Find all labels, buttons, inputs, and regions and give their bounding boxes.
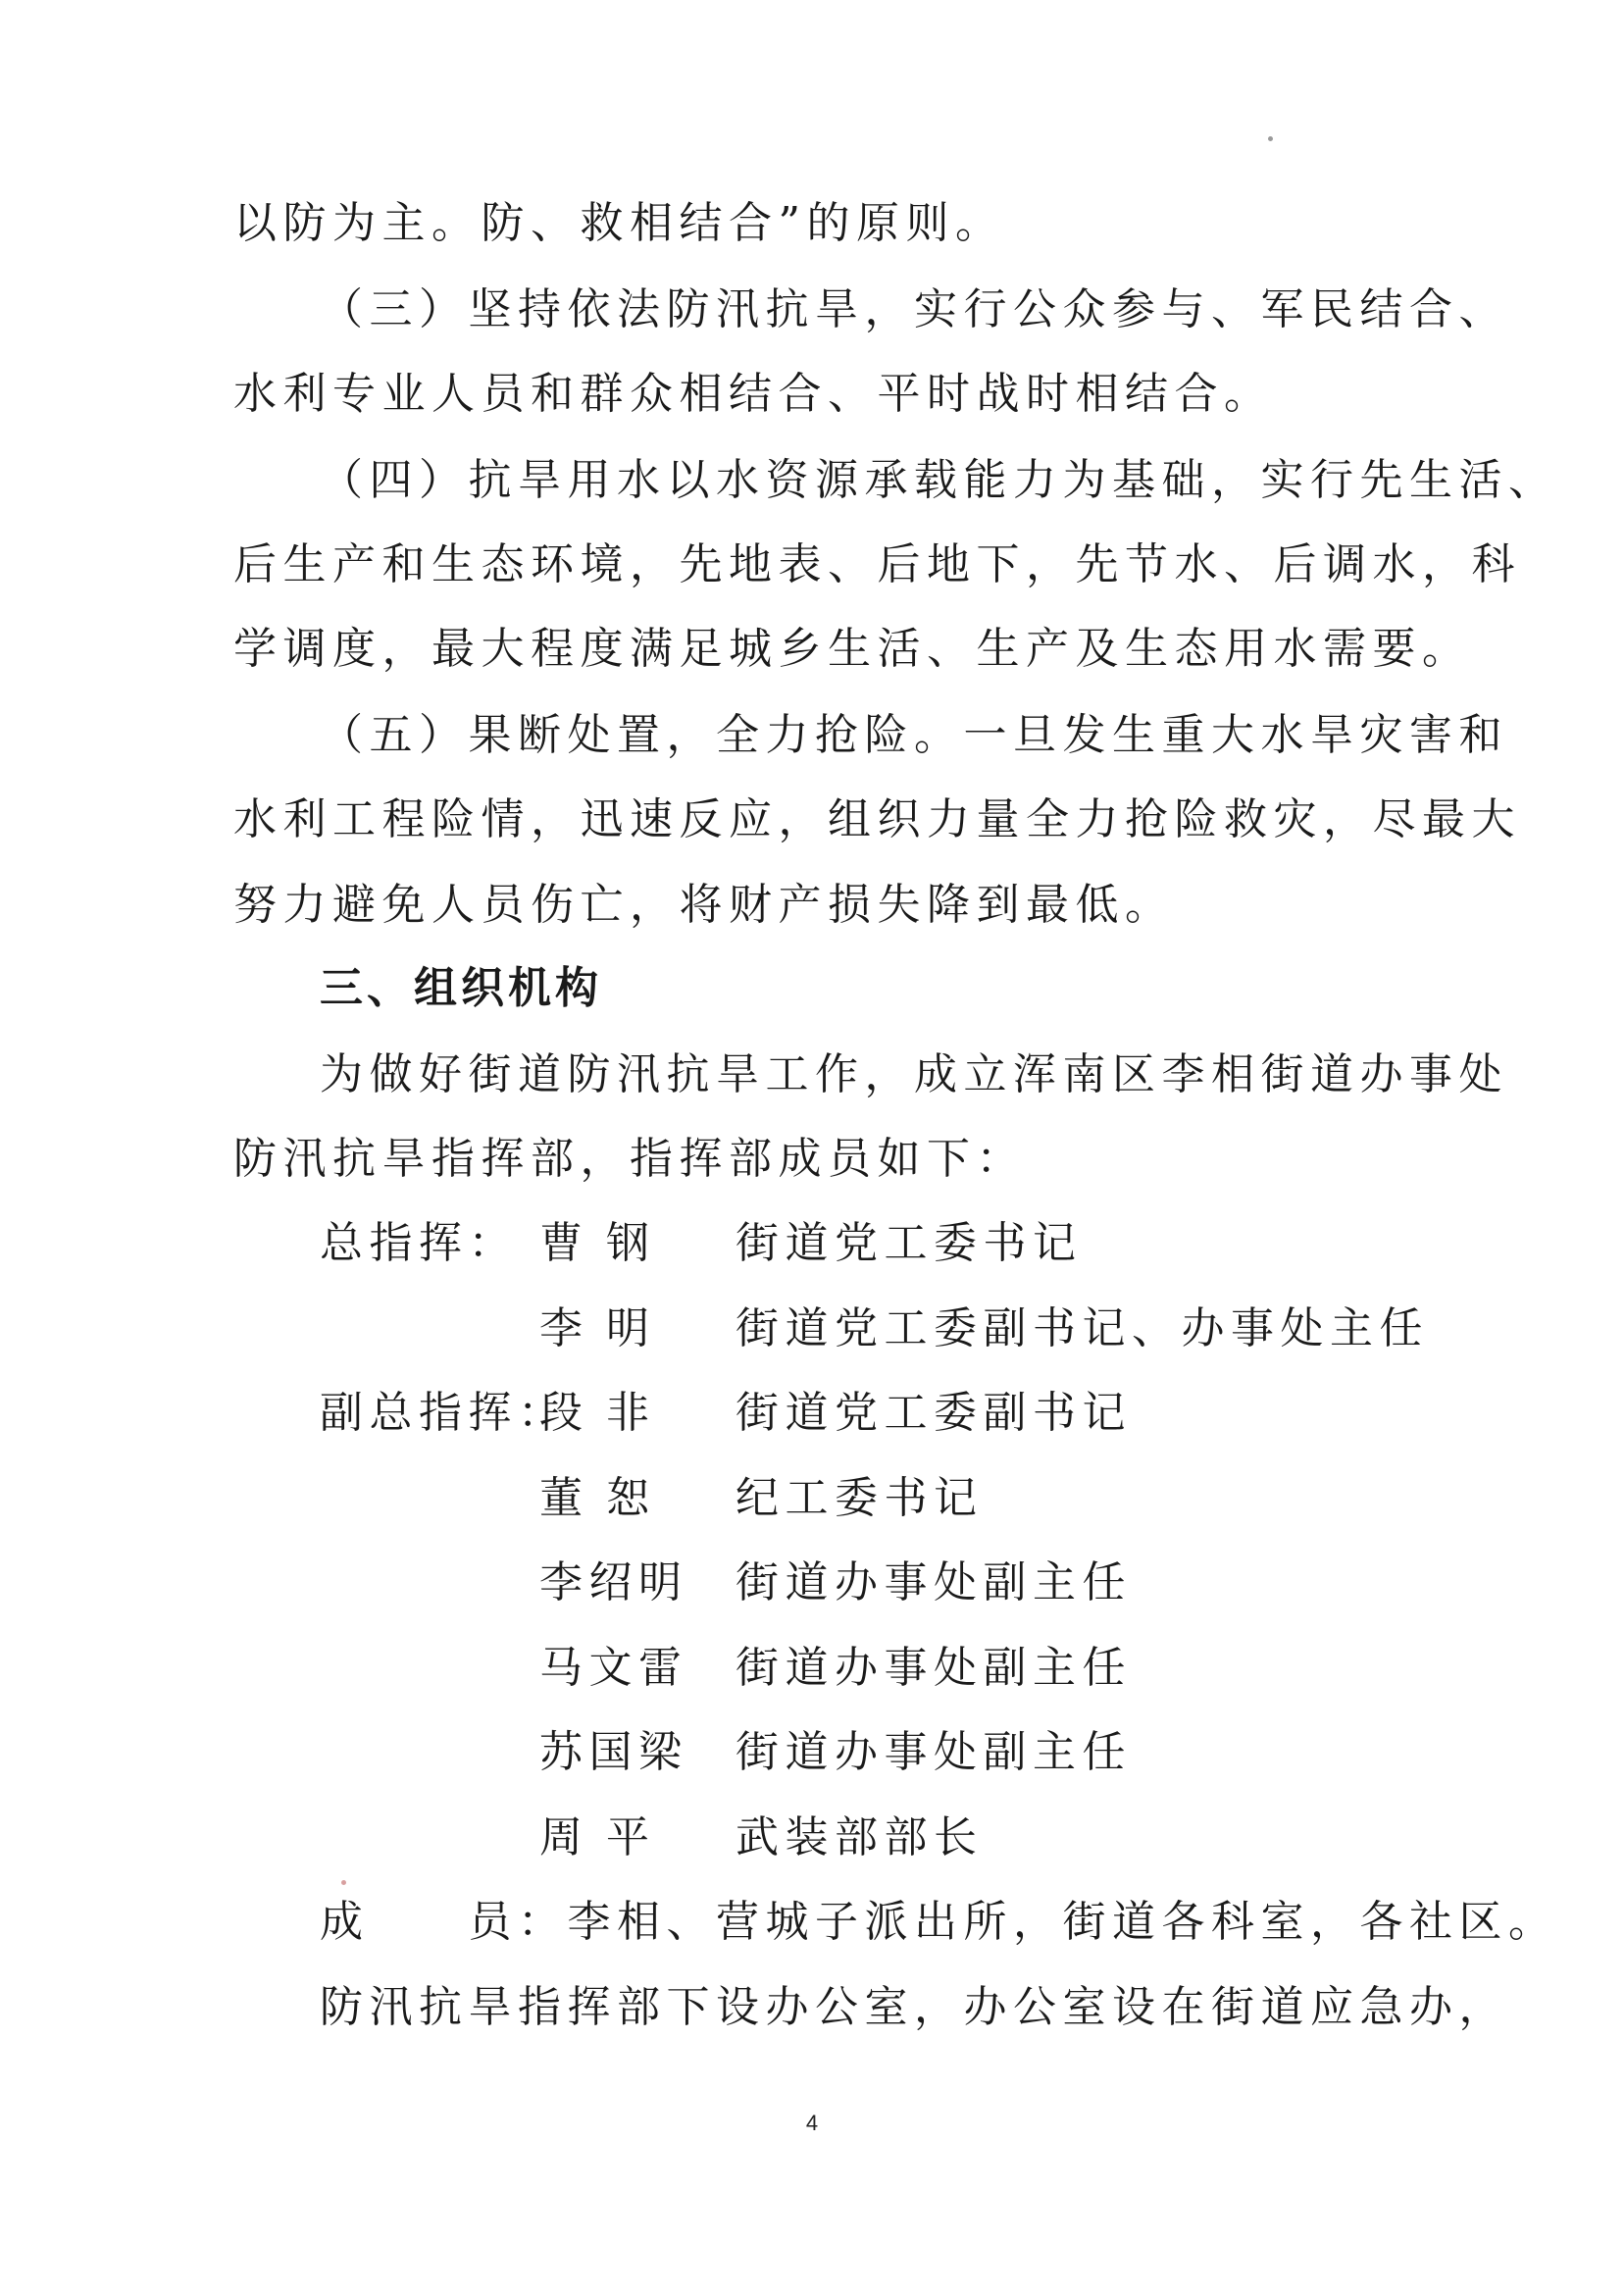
paragraph-line: 为做好街道防汛抗旱工作，成立浑南区李相街道办事处 bbox=[320, 1049, 1508, 1099]
member-name: 段非 bbox=[539, 1388, 673, 1438]
member-name: 李绍明 bbox=[539, 1557, 688, 1607]
paragraph-line: （五）果断处置，全力抢险。一旦发生重大水旱灾害和 bbox=[320, 710, 1508, 760]
paragraph-line: 学调度，最大程度满足城乡生活、生产及生态用水需要。 bbox=[233, 624, 1472, 674]
member-title: 武装部部长 bbox=[736, 1812, 984, 1862]
member-name: 曹钢 bbox=[539, 1218, 673, 1268]
paragraph-line: 以防为主。防、救相结合”的原则。 bbox=[233, 198, 1005, 248]
member-role: 副总指挥： bbox=[320, 1388, 568, 1438]
member-name: 苏国梁 bbox=[539, 1727, 688, 1777]
member-role: 总指挥： bbox=[320, 1218, 518, 1268]
section-heading: 三、组织机构 bbox=[320, 963, 602, 1013]
paragraph-line: 努力避免人员伤亡，将财产损失降到最低。 bbox=[233, 880, 1175, 930]
member-name: 董恕 bbox=[539, 1473, 673, 1523]
member-title: 街道党工委书记 bbox=[736, 1218, 1083, 1268]
paragraph-line: 水利专业人员和群众相结合、平时战时相结合。 bbox=[233, 369, 1274, 419]
member-name: 李明 bbox=[539, 1303, 673, 1353]
scan-speck bbox=[1268, 136, 1273, 141]
paragraph-line: 防汛抗旱指挥部下设办公室，办公室设在街道应急办， bbox=[320, 1982, 1508, 2032]
paragraph-line: 后生产和生态环境，先地表、后地下，先节水、后调水，科 bbox=[233, 539, 1521, 589]
member-title: 纪工委书记 bbox=[736, 1473, 984, 1523]
members-line: 成 员：李相、营城子派出所，街道各科室，各社区。 bbox=[320, 1897, 1558, 1947]
member-title: 街道党工委副书记、办事处主任 bbox=[736, 1303, 1429, 1353]
paragraph-line: 防汛抗旱指挥部，指挥部成员如下： bbox=[233, 1134, 1026, 1184]
member-title: 街道办事处副主任 bbox=[736, 1643, 1132, 1693]
member-name: 周平 bbox=[539, 1812, 673, 1862]
paragraph-line: （四）抗旱用水以水资源承载能力为基础，实行先生活、 bbox=[320, 455, 1558, 505]
paragraph-line: （三）坚持依法防汛抗旱，实行公众参与、军民结合、 bbox=[320, 284, 1508, 334]
member-title: 街道办事处副主任 bbox=[736, 1727, 1132, 1777]
paragraph-line: 水利工程险情，迅速反应，组织力量全力抢险救灾，尽最大 bbox=[233, 794, 1521, 844]
page-number: 4 bbox=[805, 2111, 819, 2135]
scan-speck bbox=[341, 1880, 346, 1885]
member-name: 马文雷 bbox=[539, 1643, 688, 1693]
member-title: 街道办事处副主任 bbox=[736, 1557, 1132, 1607]
member-title: 街道党工委副书记 bbox=[736, 1388, 1132, 1438]
